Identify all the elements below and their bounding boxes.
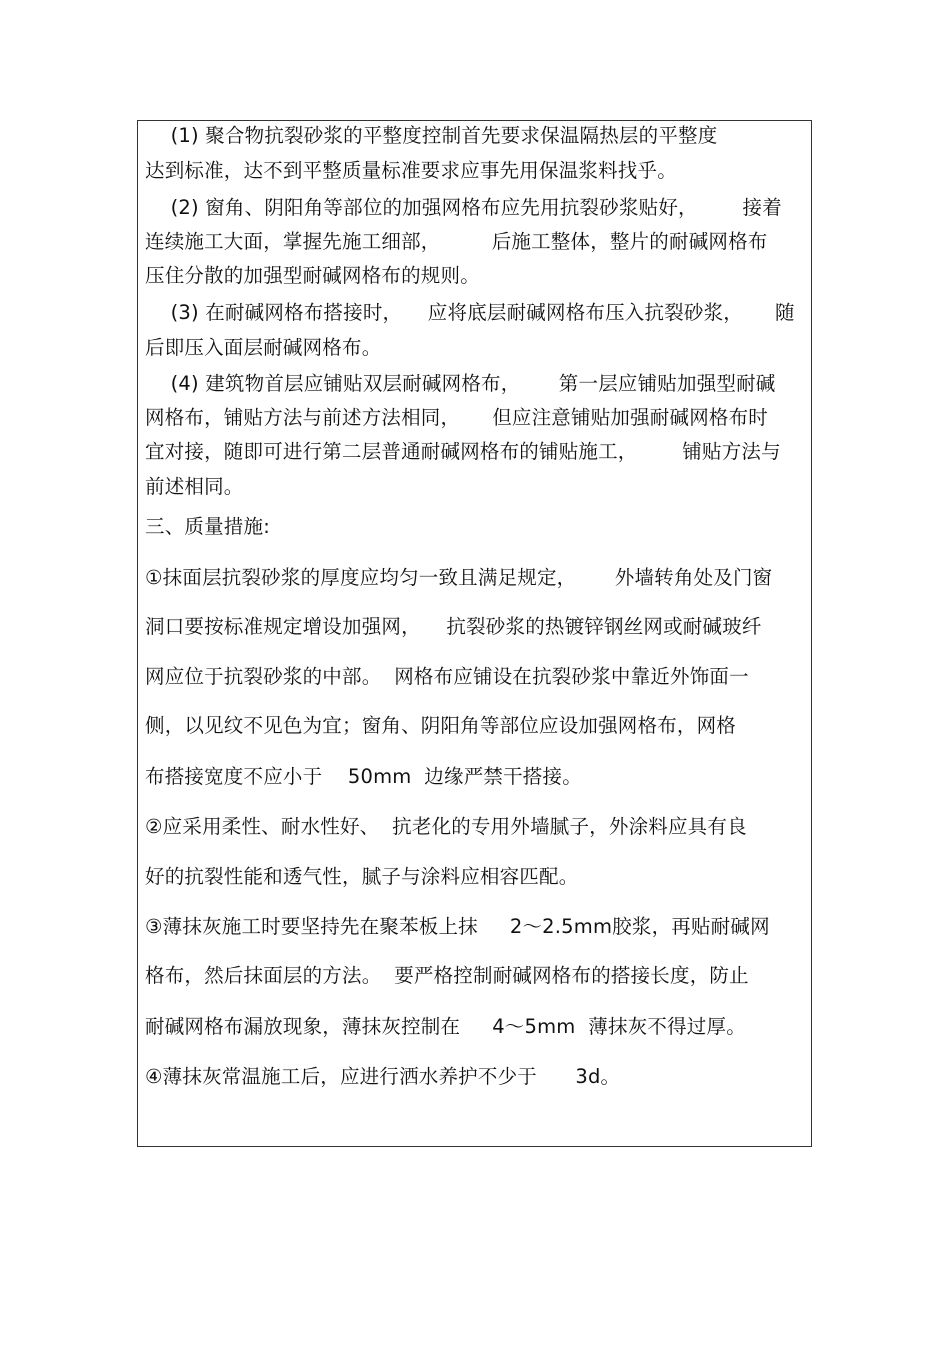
text-line: ④薄抹灰常温施工后，应进行洒水养护不少于 3d。 xyxy=(145,1065,621,1088)
text-line: (4) 建筑物首层应铺贴双层耐碱网格布， 第一层应铺贴加强型耐碱 xyxy=(145,372,776,395)
text-line: ③薄抹灰施工时要坚持先在聚苯板上抹 2～2.5mm胶浆，再贴耐碱网 xyxy=(145,915,770,938)
text-line: 压住分散的加强型耐碱网格布的规则。 xyxy=(145,264,480,287)
text-line: 网应位于抗裂砂浆的中部。 网格布应铺设在抗裂砂浆中靠近外饰面一 xyxy=(145,665,749,688)
text-line: 前述相同。 xyxy=(145,475,244,498)
text-line: ①抹面层抗裂砂浆的厚度应均匀一致且满足规定， 外墙转角处及门窗 xyxy=(145,566,773,589)
text-line: 达到标准，达不到平整质量标准要求应事先用保温浆料找乎。 xyxy=(145,159,677,182)
text-line: 好的抗裂性能和透气性，腻子与涂料应相容匹配。 xyxy=(145,865,579,888)
text-line: 连续施工大面，掌握先施工细部， 后施工整体，整片的耐碱网格布 xyxy=(145,230,768,253)
text-line: (2) 窗角、阴阳角等部位的加强网格布应先用抗裂砂浆贴好， 接着 xyxy=(145,196,782,219)
text-line: 网格布，铺贴方法与前述方法相同， 但应注意铺贴加强耐碱网格布时 xyxy=(145,406,768,429)
text-line: (3) 在耐碱网格布搭接时， 应将底层耐碱网格布压入抗裂砂浆， 随 xyxy=(145,301,795,324)
text-line: 耐碱网格布漏放现象，薄抹灰控制在 4～5mm 薄抹灰不得过厚。 xyxy=(145,1015,746,1038)
text-line: 侧，以见纹不见色为宜；窗角、阴阳角等部位应设加强网格布，网格 xyxy=(145,714,737,737)
text-line: 洞口要按标准规定增设加强网， 抗裂砂浆的热镀锌钢丝网或耐碱玻纤 xyxy=(145,615,762,638)
text-line: 后即压入面层耐碱网格布。 xyxy=(145,336,382,359)
section-heading: 三、质量措施: xyxy=(145,515,270,538)
text-line: 布搭接宽度不应小于 50mm 边缘严禁干搭接。 xyxy=(145,765,582,788)
text-line: 宜对接，随即可进行第二层普通耐碱网格布的铺贴施工， 铺贴方法与 xyxy=(145,440,781,463)
text-line: ②应采用柔性、耐水性好、 抗老化的专用外墙腻子，外涂料应具有良 xyxy=(145,815,747,838)
text-line: (1) 聚合物抗裂砂浆的平整度控制首先要求保温隔热层的平整度 xyxy=(145,124,718,147)
text-line: 格布，然后抹面层的方法。 要严格控制耐碱网格布的搭接长度，防止 xyxy=(145,964,749,987)
